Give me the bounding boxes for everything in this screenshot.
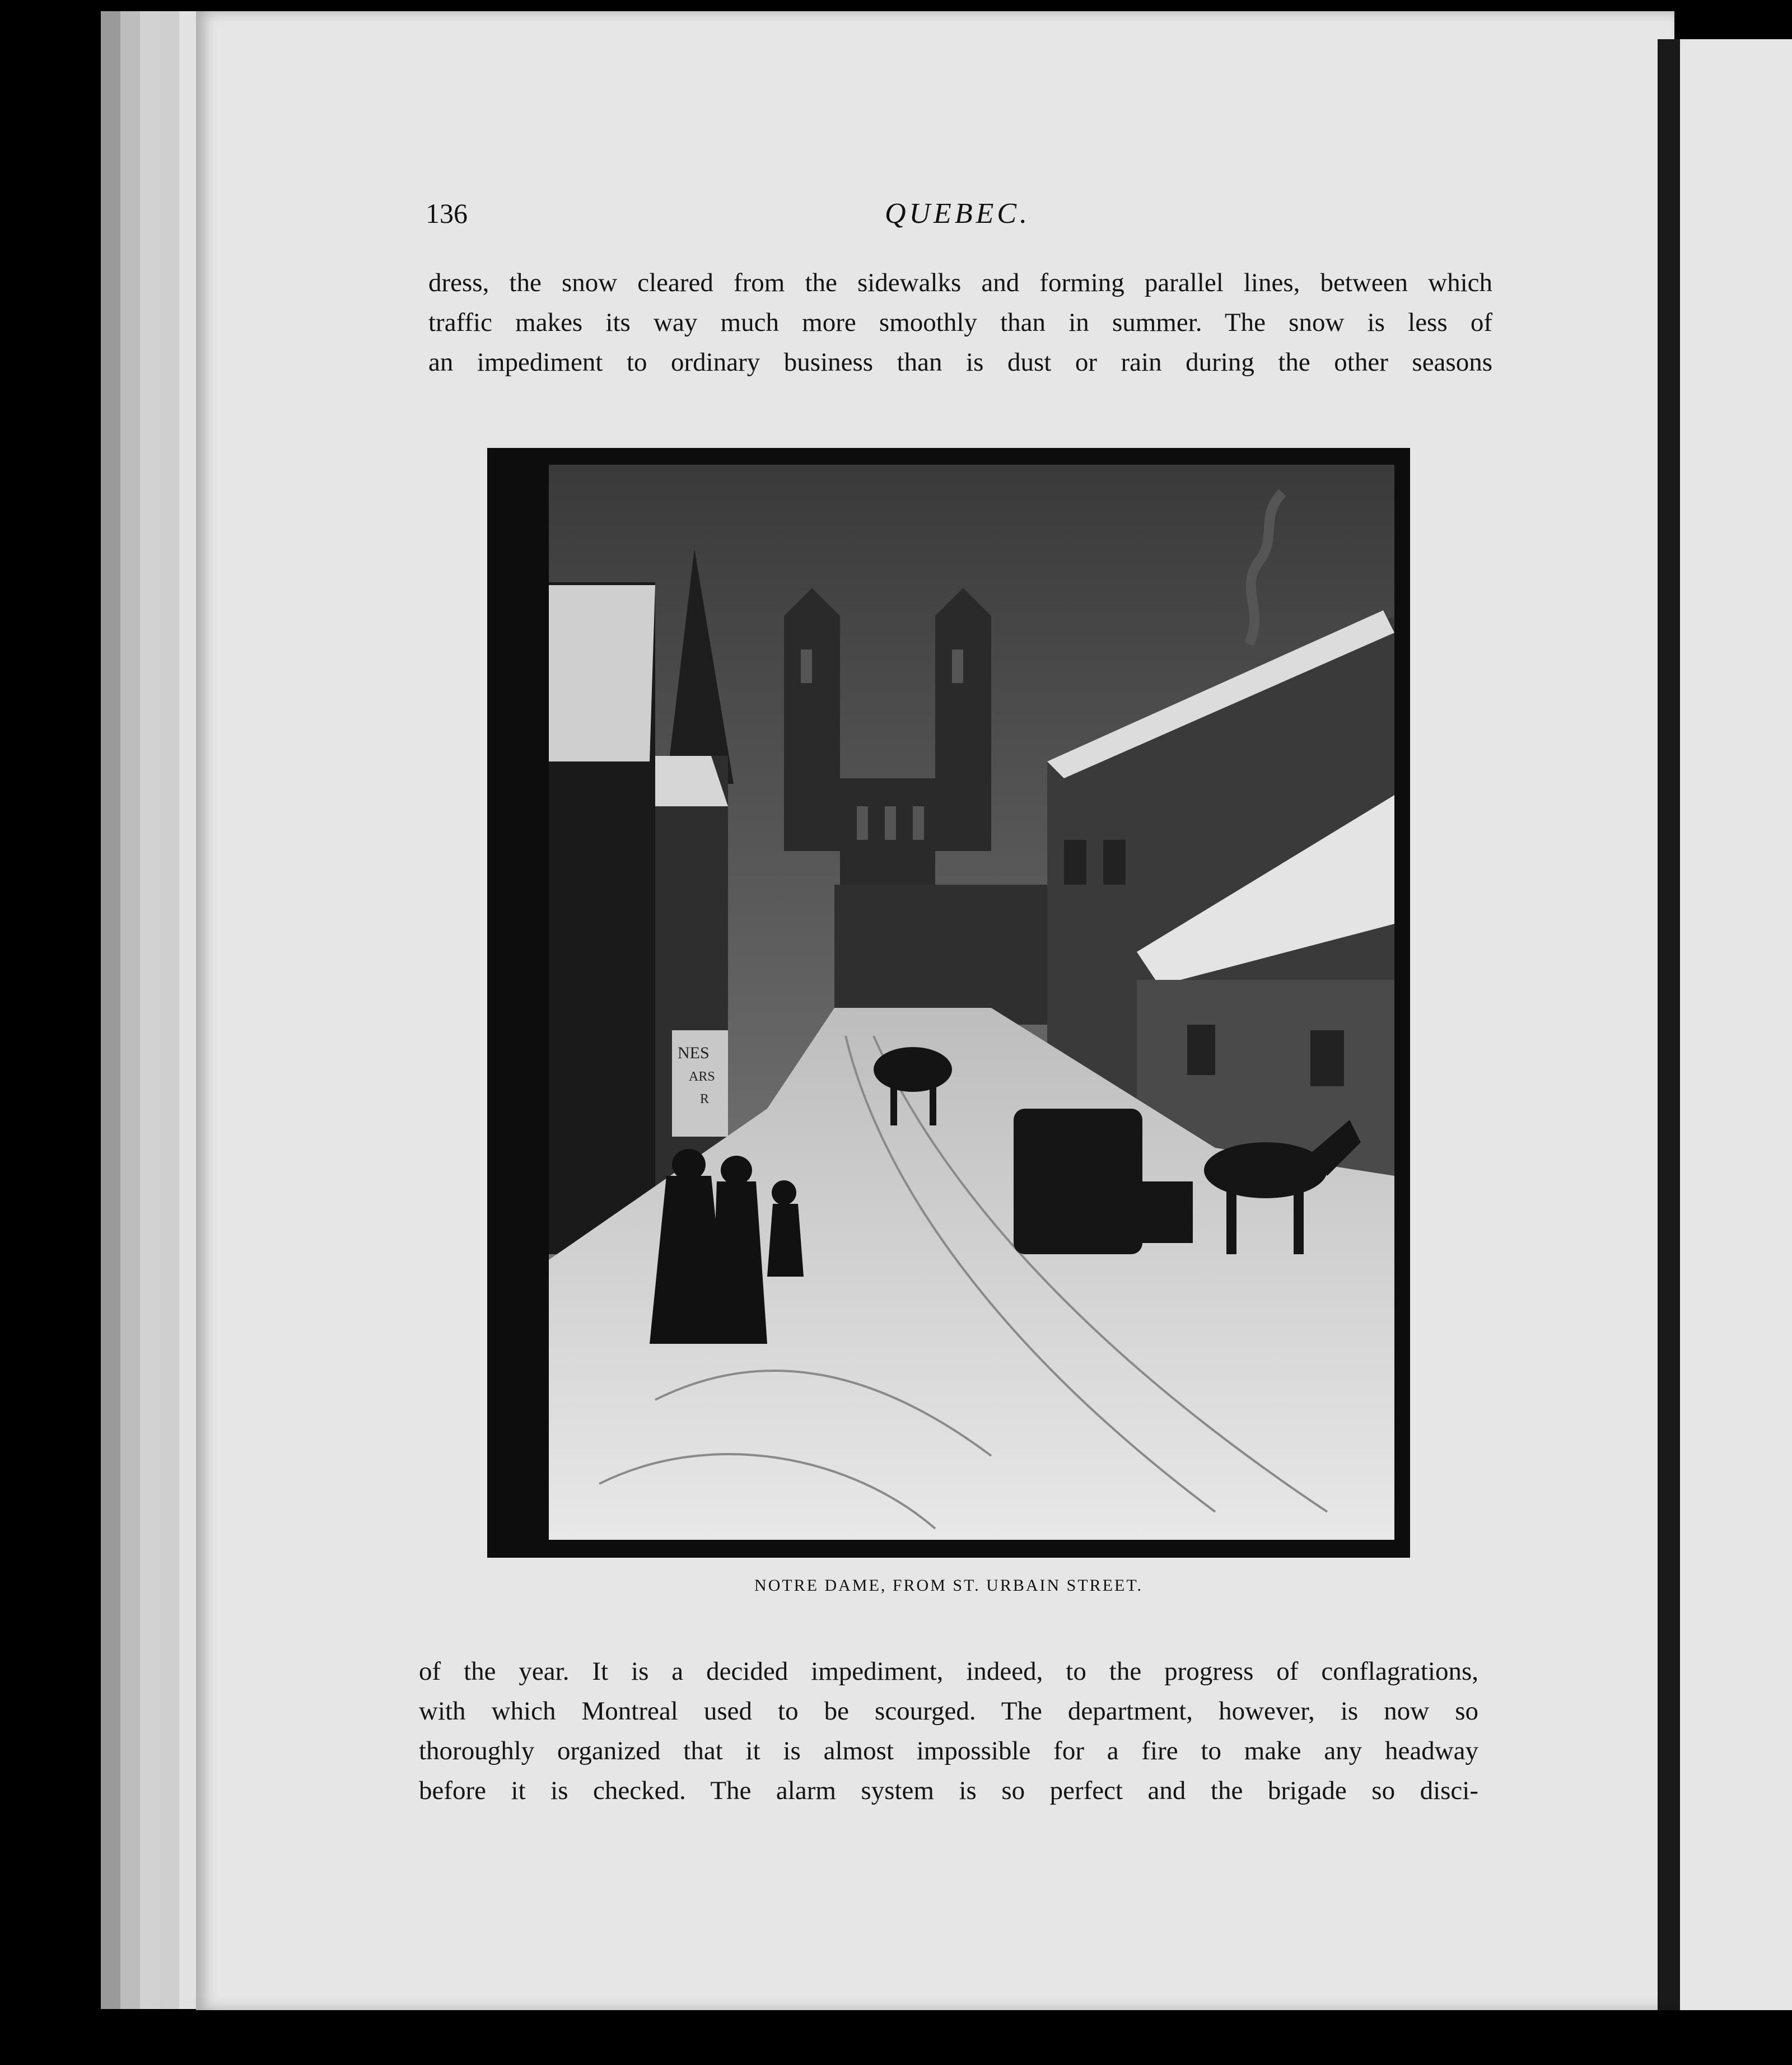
street-scene-engraving bbox=[487, 448, 1410, 1558]
running-title: QUEBEC. bbox=[884, 198, 1031, 230]
text-line: dress, the snow cleared from the sidewalks and forming parallel lines, between which bbox=[428, 268, 1492, 297]
facing-page-edge bbox=[1680, 39, 1792, 2010]
figure-caption: NOTRE DAME, FROM ST. URBAIN STREET. bbox=[754, 1576, 1143, 1595]
text-line: before it is checked. The alarm system is so perfect and the brigade so disci- bbox=[419, 1776, 1478, 1805]
page-number: 136 bbox=[426, 198, 468, 229]
distant-buildings bbox=[834, 885, 1047, 1025]
svg-text:R: R bbox=[700, 1092, 710, 1106]
body-text-bottom bbox=[419, 1652, 1478, 1811]
body-text-top bbox=[428, 263, 1492, 382]
shop-sign-text: NES bbox=[678, 1044, 710, 1062]
engraving-illustration bbox=[487, 448, 1410, 1558]
svg-text:ARS: ARS bbox=[689, 1069, 715, 1084]
book-gutter bbox=[1658, 39, 1680, 2010]
text-line: traffic makes its way much more smoothly than in summer. The snow is less of bbox=[428, 308, 1492, 337]
running-head bbox=[426, 197, 1490, 236]
text-line: of the year. It is a decided impediment, indeed, to the progress of conflagrations, bbox=[419, 1657, 1478, 1686]
text-line: an impediment to ordinary business than is dust or rain during the other seasons bbox=[428, 348, 1492, 377]
text-line: with which Montreal used to be scourged. The department, however, is now so bbox=[419, 1697, 1478, 1726]
text-line: thoroughly organized that it is almost impossible for a fire to make any headway bbox=[419, 1736, 1478, 1765]
